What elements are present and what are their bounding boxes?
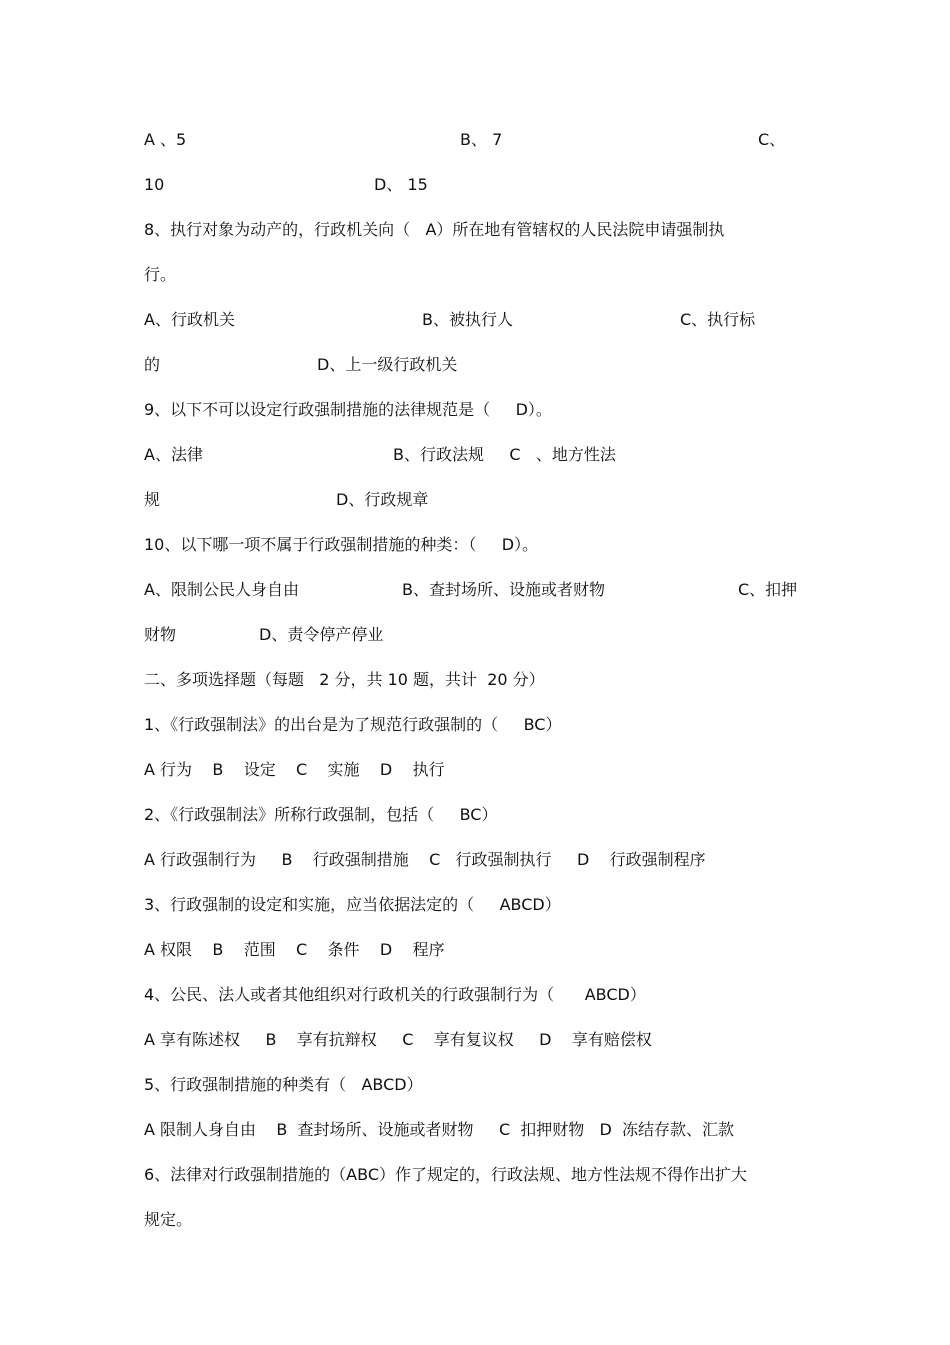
option-b: B、 7 (460, 130, 503, 149)
option-c: C、 (758, 130, 786, 149)
option-line (144, 443, 844, 467)
option-line (144, 938, 844, 962)
option-line (144, 578, 844, 602)
option-line (144, 173, 844, 197)
question-8-continuation: 行。 (144, 265, 177, 284)
option-line (144, 623, 844, 647)
option-d: D、上一级行政机关 (317, 355, 458, 374)
option-b: B、查封场所、设施或者财物 (402, 580, 605, 599)
question-line (144, 1208, 844, 1232)
mc-question-4: 4、公民、法人或者其他组织对行政机关的行政强制行为（ ABCD） (144, 985, 646, 1004)
question-line (144, 1073, 844, 1097)
question-line (144, 533, 844, 557)
option-d: D、 15 (374, 175, 428, 194)
option-d: D、行政规章 (336, 490, 429, 509)
question-line (144, 263, 844, 287)
option-a: A 、5 (144, 130, 187, 149)
option-line (144, 1118, 844, 1142)
question-line (144, 398, 844, 422)
mc-options-4: A 享有陈述权 B 享有抗辩权 C 享有复议权 D 享有赔偿权 (144, 1030, 652, 1049)
mc-options-2: A 行政强制行为 B 行政强制措施 C 行政强制执行 D 行政强制程序 (144, 850, 706, 869)
option-c: C、扣押 (738, 580, 798, 599)
mc-options-3: A 权限 B 范围 C 条件 D 程序 (144, 940, 445, 959)
option-c: C、执行标 (680, 310, 756, 329)
question-line (144, 983, 844, 1007)
option-line (144, 308, 844, 332)
question-line (144, 1163, 844, 1187)
option-continuation: 的 (144, 355, 161, 374)
question-10: 10、以下哪一项不属于行政强制措施的种类：（ D）。 (144, 535, 539, 554)
section-title-multiple-choice: 二、多项选择题（每题 2 分，共 10 题，共计 20 分） (144, 670, 545, 689)
question-line (144, 218, 844, 242)
option-line (144, 1028, 844, 1052)
option-a: A、行政机关 (144, 310, 235, 329)
mc-options-1: A 行为 B 设定 C 实施 D 执行 (144, 760, 445, 779)
option-a: A、限制公民人身自由 (144, 580, 299, 599)
mc-question-5: 5、行政强制措施的种类有（ ABCD） (144, 1075, 423, 1094)
section-heading (144, 668, 844, 692)
option-line (144, 353, 844, 377)
mc-question-1: 1、《行政强制法》的出台是为了规范行政强制的（ BC） (144, 715, 562, 734)
question-9: 9、以下不可以设定行政强制措施的法律规范是（ D）。 (144, 400, 552, 419)
mc-options-5: A 限制人身自由 B 查封场所、设施或者财物 C 扣押财物 D 冻结存款、汇款 (144, 1120, 735, 1139)
option-d: D、责令停产停业 (259, 625, 384, 644)
question-8: 8、执行对象为动产的，行政机关向（ A）所在地有管辖权的人民法院申请强制执 (144, 220, 725, 239)
option-line (144, 758, 844, 782)
option-line (144, 848, 844, 872)
question-line (144, 803, 844, 827)
option-b: B、被执行人 (422, 310, 513, 329)
option-a: A、法律 (144, 445, 203, 464)
mc-question-6-continuation: 规定。 (144, 1210, 193, 1229)
option-b-c: B、行政法规 C 、地方性法 (393, 445, 616, 464)
option-continuation: 规 (144, 490, 161, 509)
mc-question-6: 6、法律对行政强制措施的（ABC）作了规定的，行政法规、地方性法规不得作出扩大 (144, 1165, 747, 1184)
mc-question-3: 3、行政强制的设定和实施，应当依据法定的（ ABCD） (144, 895, 561, 914)
question-line (144, 713, 844, 737)
mc-question-2: 2、《行政强制法》所称行政强制，包括（ BC） (144, 805, 498, 824)
option-continuation: 10 (144, 175, 165, 194)
option-continuation: 财物 (144, 625, 177, 644)
option-line (144, 488, 844, 512)
question-line (144, 893, 844, 917)
option-line (144, 128, 844, 152)
